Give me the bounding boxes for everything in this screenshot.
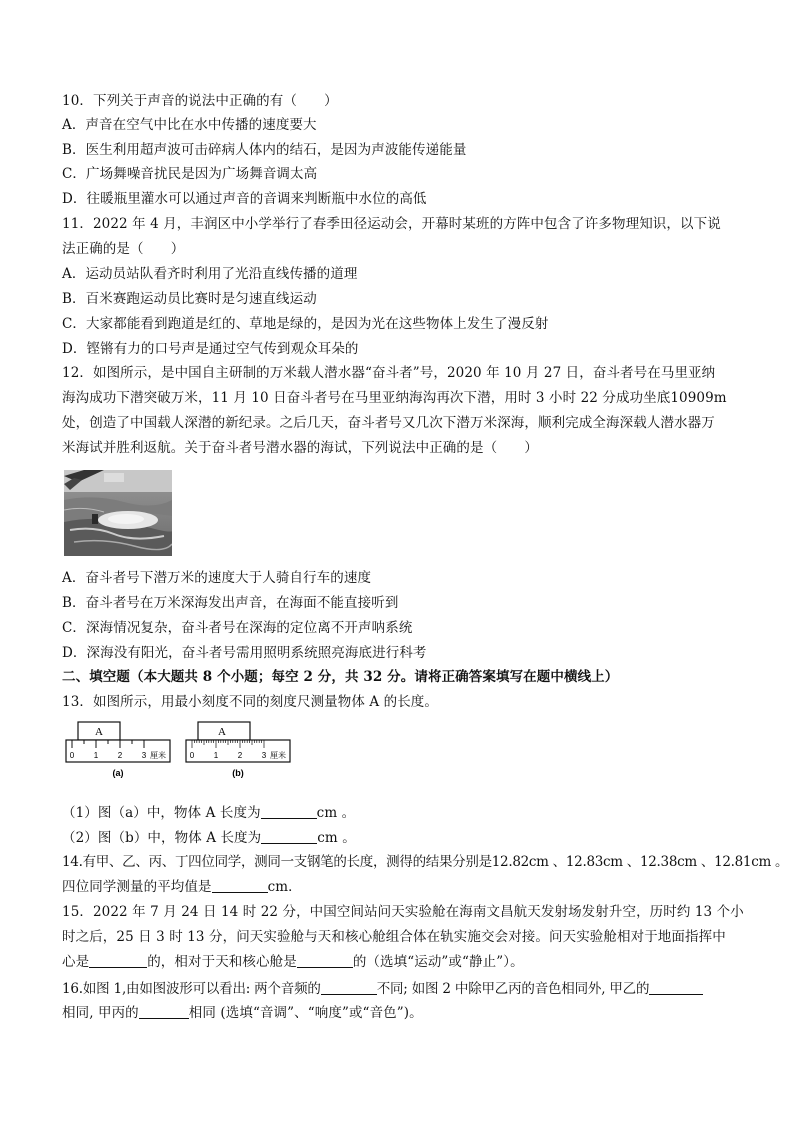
q10-option-a: A．声音在空气中比在水中传播的速度要大 — [62, 117, 317, 133]
object-a-label: A — [95, 726, 103, 738]
q14-text: 四位同学测量的平均值是 — [62, 879, 212, 895]
q16-text-a: 16.如图 1,由如图波形可以看出: 两个音频的 — [62, 981, 321, 997]
tick-label-1: 1 — [93, 751, 99, 760]
answer-blank[interactable] — [297, 953, 353, 968]
q12-option-d: D．深海没有阳光，奋斗者号需用照明系统照亮海底进行科考 — [62, 645, 427, 661]
tick-label-2: 2 — [117, 751, 123, 760]
q12-option-c: C．深海情况复杂，奋斗者号在深海的定位离不开声呐系统 — [62, 620, 413, 636]
q15-text-c: 的（选填“运动”或“静止”）。 — [352, 954, 524, 970]
q12-option-b: B．奋斗者号在万米深海发出声音，在海面不能直接听到 — [62, 595, 399, 611]
section-heading-fill-blank: 二、填空题（本大题共 8 个小题；每空 2 分，共 32 分。请将正确答案填写在题中横线上） — [62, 669, 619, 685]
tick-label-0: 0 — [69, 751, 75, 760]
tick-label-0: 0 — [189, 751, 195, 760]
answer-blank[interactable] — [139, 1004, 189, 1019]
q11-option-a: A．运动员站队看齐时利用了光沿直线传播的道理 — [62, 266, 358, 282]
answer-blank[interactable] — [261, 829, 317, 844]
ruler-figure-b — [184, 718, 292, 786]
tick-label-3: 3 — [261, 751, 267, 760]
q16-text-c: 相同, 甲丙的 — [62, 1005, 139, 1021]
q15-text-a: 心是 — [62, 954, 90, 970]
question-15-line1: 15．2022 年 7 月 24 日 14 时 22 分，中国空间站问天实验舱在海南文昌航天发射场发射升空，历时约 13 个小 — [62, 904, 744, 920]
q13-part-2-unit: cm 。 — [317, 830, 356, 846]
q13-part-1 — [62, 804, 355, 822]
q16-text-d: 相同 (选填“音调”、“响度”或“音色”)。 — [188, 1005, 423, 1021]
question-13: 13．如图所示，用最小刻度不同的刻度尺测量物体 A 的长度。 — [62, 694, 439, 710]
q13-part-1-text: （1）图（a）中，物体 A 长度为 — [62, 805, 261, 821]
answer-blank[interactable] — [261, 804, 317, 819]
question-11-line2: 法正确的是（ ） — [62, 241, 185, 257]
q14-unit: cm． — [267, 879, 302, 895]
question-12-line2: 海沟成功下潜突破万米，11 月 10 日奋斗者号在马里亚纳海沟再次下潜，用时 3 小时 22 分成功坐底10909m — [62, 390, 727, 406]
q10-option-d: D．往暖瓶里灌水可以通过声音的音调来判断瓶中水位的高低 — [62, 191, 427, 207]
question-12-line3: 处，创造了中国载人深潜的新纪录。之后几天，奋斗者号又几次下潜万米深海，顺利完成全海深载人潜水器万 — [62, 415, 715, 431]
object-a-label: A — [218, 726, 226, 738]
ruler-figure-a — [64, 718, 172, 786]
submersible-photo — [64, 470, 172, 556]
answer-blank[interactable] — [649, 980, 703, 995]
q16-text-b: 不同; 如图 2 中除甲乙丙的音色相同外, 甲乙的 — [376, 981, 650, 997]
q13-part-2-text: （2）图（b）中，物体 A 长度为 — [62, 830, 262, 846]
question-12-line4: 米海试并胜利返航。关于奋斗者号潜水器的海试，下列说法中正确的是（ ） — [62, 440, 538, 456]
q11-option-c: C．大家都能看到跑道是红的、草地是绿的，是因为光在这些物体上发生了漫反射 — [62, 316, 549, 332]
q12-option-a: A．奋斗者号下潜万米的速度大于人骑自行车的速度 — [62, 570, 372, 586]
unit-label: 厘米 — [270, 751, 286, 760]
question-14-line1: 14.有甲、乙、丙、丁四位同学，测同一支钢笔的长度，测得的结果分别是12.82cm 、12.83cm 、12.38cm 、12.81cm 。 — [62, 854, 789, 870]
question-16-line1 — [62, 980, 703, 998]
tick-label-1: 1 — [213, 751, 219, 760]
question-12-line1: 12．如图所示，是中国自主研制的万米载人潜水器“奋斗者”号，2020 年 10 月 27 日，奋斗者号在马里亚纳 — [62, 365, 716, 381]
q15-text-b: 的，相对于天和核心舱是 — [147, 954, 297, 970]
question-16-line2 — [62, 1004, 423, 1022]
question-15-line2: 时之后，25 日 3 时 13 分，问天实验舱与天和核心舱组合体在轨实施交会对接。问天实验舱相对于地面指挥中 — [62, 929, 726, 945]
caption-b: (b) — [232, 768, 244, 778]
answer-blank[interactable] — [212, 878, 268, 893]
question-14-line2 — [62, 878, 302, 896]
q10-option-c: C．广场舞噪音扰民是因为广场舞音调太高 — [62, 166, 318, 182]
question-10: 10．下列关于声音的说法中正确的有（ ） — [62, 93, 338, 109]
q11-option-d: D．铿锵有力的口号声是通过空气传到观众耳朵的 — [62, 341, 359, 357]
question-11-line1: 11．2022 年 4 月，丰润区中小学举行了春季田径运动会，开幕时某班的方阵中包含了许多物理知识，以下说 — [62, 216, 721, 232]
unit-label: 厘米 — [150, 751, 166, 760]
question-15-line3 — [62, 953, 524, 971]
tick-label-2: 2 — [237, 751, 243, 760]
q13-part-1-unit: cm 。 — [316, 805, 356, 821]
q13-part-2 — [62, 829, 356, 847]
caption-a: (a) — [112, 768, 124, 778]
q11-option-b: B．百米赛跑运动员比赛时是匀速直线运动 — [62, 291, 317, 307]
q10-option-b: B．医生利用超声波可击碎病人体内的结石，是因为声波能传递能量 — [62, 142, 467, 158]
answer-blank[interactable] — [89, 953, 147, 968]
tick-label-3: 3 — [141, 751, 147, 760]
answer-blank[interactable] — [321, 980, 377, 995]
